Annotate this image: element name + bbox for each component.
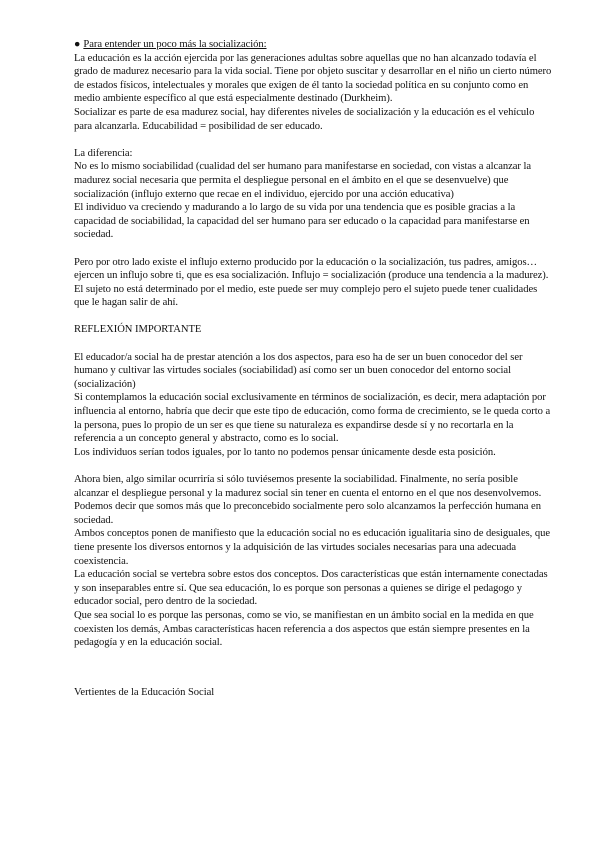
section-heading-diferencia: La diferencia: — [74, 147, 133, 159]
paragraph: Pero por otro lado existe el influjo externo producido por la educación o la socialización, tus padres, amigos… ejercen un influjo sobre ti, que es esa socialización. Influjo = socialización (produce una tendencia a la madurez). — [74, 256, 549, 282]
paragraph: El individuo va creciendo y madurando a lo largo de su vida por una tendencia que es posible gracias a la capacidad de sociabilidad, la capacidad del ser humano para ser educado o la capacidad para manifestarse en sociedad. — [74, 202, 530, 241]
bullet-icon: ● — [74, 39, 81, 50]
paragraph: La educación social se vertebra sobre estos dos conceptos. Dos características que están internamente conectadas y son inseparables entre sí. Que sea educación, lo es porque son personas a quienes se dirige el pedagogo y educador social, pero dentro de la sociedad. — [74, 569, 548, 608]
spacer — [74, 650, 552, 686]
spacer — [74, 459, 552, 473]
paragraph: El sujeto no está determinado por el medio, este puede ser muy complejo pero el sujeto puede tener cualidades que le hagan salir de ahí. — [74, 283, 538, 309]
paragraph: Ahora bien, algo similar ocurriría si sólo tuviésemos presente la sociabilidad. Finalmente, no sería posible alcanzar el despliegue personal y la madurez social sin tener en cuenta el entorno en el que nos desenvolvemos. — [74, 474, 542, 499]
section-heading-socializacion — [74, 38, 552, 52]
paragraph: El educador/a social ha de prestar atención a los dos aspectos, para eso ha de ser un buen conocedor del ser humano y cultivar las virtudes sociales (sociabilidad) así como ser un buen conocedor del entorno social (socialización) — [74, 351, 523, 390]
paragraph: Ambos conceptos ponen de manifiesto que la educación social no es educación igualitaria sino de desiguales, que tiene presente los diversos entornos y la adquisición de las virtudes sociales necesarias para una adecuada coexistencia. — [74, 528, 551, 567]
paragraph: Que sea social lo es porque las personas, como se vio, se manifiestan en un ámbito social en la medida en que coexisten los demás, Ambas características hacen referencia a dos aspectos que están siempre presentes en la pedagogía y en la educación social. — [74, 609, 534, 649]
paragraph: Podemos decir que somos más que lo preconcebido socialmente pero solo alcanzamos la perfección humana en sociedad. — [74, 501, 541, 526]
paragraph: No es lo mismo sociabilidad (cualidad del ser humano para manifestarse en sociedad, con vistas a alcanzar la madurez social necesaria que permita el despliegue personal en el ámbito en el que se desenvuelve) que socialización (influjo externo que recae en el individuo, ejercido por una acción educativa) — [74, 161, 532, 200]
spacer — [74, 133, 552, 147]
spacer — [74, 242, 552, 256]
document-page — [74, 38, 552, 699]
heading-text: Para entender un poco más la socialización: — [83, 39, 267, 50]
paragraph: La educación es la acción ejercida por las generaciones adultas sobre aquellas que no han alcanzado todavía el grado de madurez necesario para la vida social. Tiene por objeto suscitar y desarrollar en el niño un cierto número de estados físicos, intelectuales y morales que exigen de él tanto la sociedad política en su conjunto como en medio ambiente específico al que está especialmente destinado (Durkheim). — [74, 52, 552, 105]
section-heading-vertientes: Vertientes de la Educación Social — [74, 686, 215, 698]
paragraph: Socializar es parte de esa madurez social, hay diferentes niveles de socialización y la educación es el vehículo para alcanzarla. Educabilidad = posibilidad de ser educado. — [74, 106, 535, 132]
spacer — [74, 310, 552, 324]
spacer — [74, 337, 552, 351]
section-heading-reflexion: REFLEXIÓN IMPORTANTE — [74, 324, 202, 336]
paragraph: Los individuos serían todos iguales, por lo tanto no podemos pensar únicamente desde esta posición. — [74, 446, 496, 458]
paragraph: Si contemplamos la educación social exclusivamente en términos de socialización, es decir, mera adaptación por influencia al entorno, habría que decir que este tipo de educación, como forma de crecimiento, se le queda corto a la persona, pues lo propio de un ser es que tiene su naturaleza es expandirse desde sí y no recortarla en la referencia a un concepto general y abstracto, como es lo social. — [74, 392, 551, 445]
